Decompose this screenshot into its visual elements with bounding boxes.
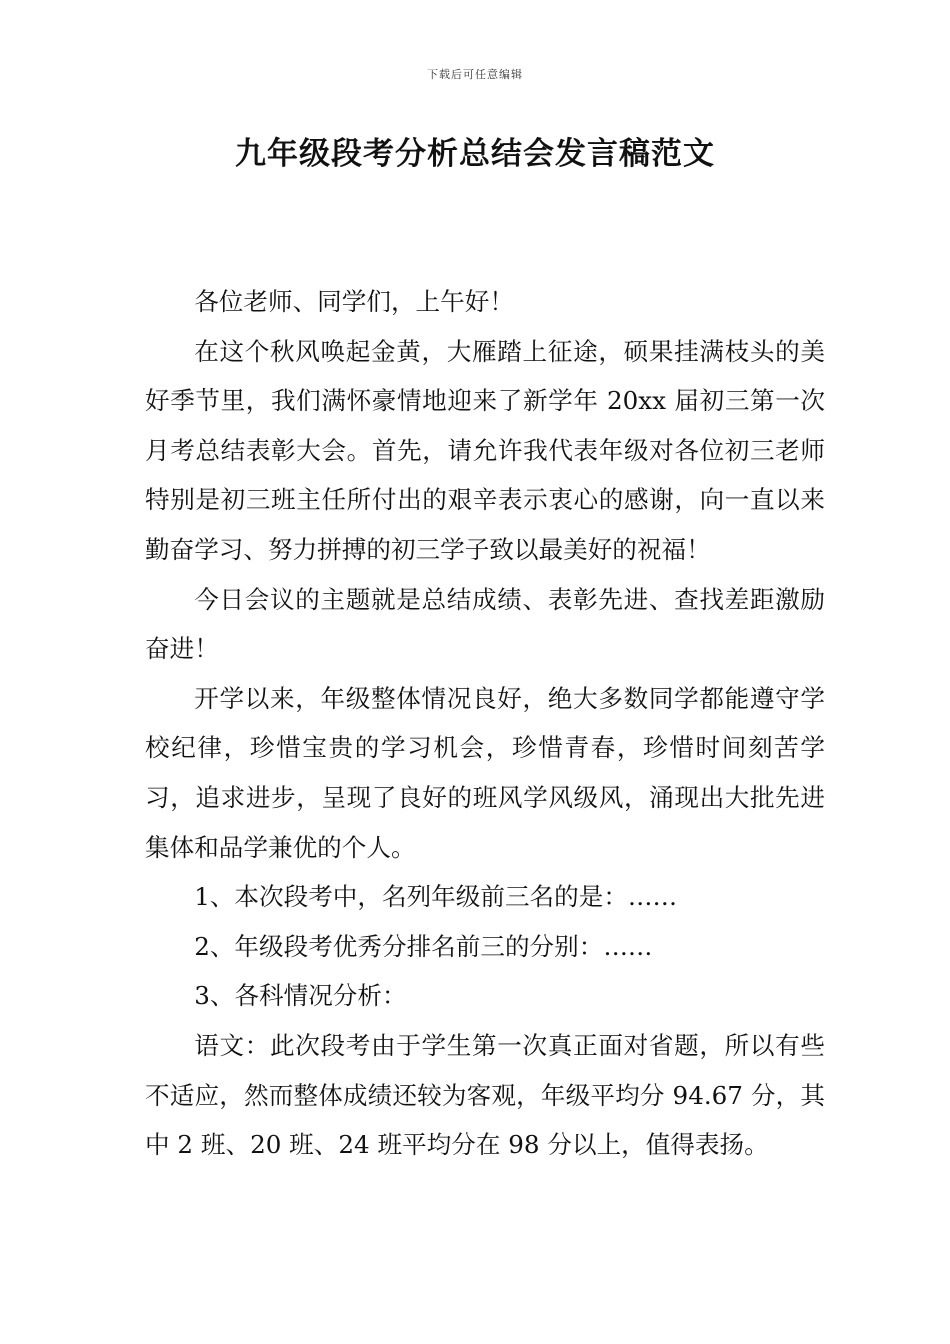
- paragraph-chinese-subject: 语文：此次段考由于学生第一次真正面对省题，所以有些不适应，然而整体成绩还较为客观，年级平均分 94.67 分，其中 2 班、20 班、24 班平均分在 98 分以上，值得表扬。: [145, 1030, 825, 1160]
- list-item-subject-analysis: 3、各科情况分析：: [194, 981, 407, 1011]
- paragraph-overview: 开学以来，年级整体情况良好，绝大多数同学都能遵守学校纪律，珍惜宝贵的学习机会，珍惜青春，珍惜时间刻苦学习，追求进步，呈现了良好的班风学风级风，涌现出大批先进集体和品学兼优的个人。: [145, 683, 825, 862]
- list-item-excellent-scores: 2、年级段考优秀分排名前三的分别：……: [194, 931, 653, 961]
- document-body: [145, 277, 825, 1170]
- paragraph-opening: 在这个秋风唤起金黄，大雁踏上征途，硕果挂满枝头的美好季节里，我们满怀豪情地迎来了新学年 20xx 届初三第一次月考总结表彰大会。首先，请允许我代表年级对各位初三老师特别是初三班主任所付出的艰辛表示衷心的感谢，向一直以来勤奋学习、努力拼搏的初三学子致以最美好的祝福！: [145, 336, 825, 564]
- document-title: 九年级段考分析总结会发言稿范文: [235, 136, 715, 172]
- header-note: 下载后可任意编辑: [427, 68, 523, 81]
- list-item-top-three: 1、本次段考中，名列年级前三名的是：……: [194, 882, 678, 912]
- paragraph-theme: 今日会议的主题就是总结成绩、表彰先进、查找差距激励奋进！: [145, 584, 825, 664]
- paragraph-greeting: 各位老师、同学们，上午好！: [194, 287, 514, 316]
